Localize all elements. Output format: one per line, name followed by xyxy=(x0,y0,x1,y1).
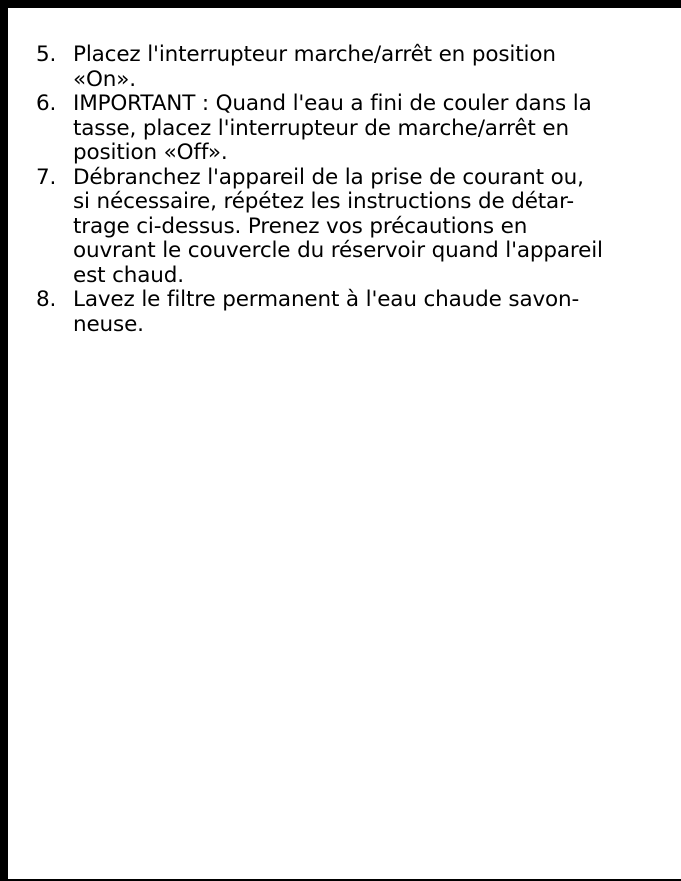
step-text-line: ouvrant le couvercle du réservoir quand l'appareil xyxy=(73,238,603,263)
step-text-line: Débranchez l'appareil de la prise de courant ou, xyxy=(73,164,584,190)
step-number: 6. xyxy=(36,91,57,116)
instruction-step-6 xyxy=(36,92,676,166)
step-text-line: trage ci-dessus. Prenez vos précautions en xyxy=(73,213,528,239)
step-number: 7. xyxy=(36,164,57,190)
instruction-step-5 xyxy=(36,43,676,92)
step-text-line: «On». xyxy=(73,66,136,92)
step-text-line: est chaud. xyxy=(73,262,184,288)
step-number: 5. xyxy=(36,42,57,67)
step-number: 8. xyxy=(36,287,57,312)
step-text-line: position «Off». xyxy=(73,140,228,165)
step-text-line: Lavez le filtre permanent à l'eau chaude savon- xyxy=(73,287,580,312)
instruction-step-7 xyxy=(36,166,676,289)
step-text-line: Placez l'interrupteur marche/arrêt en position xyxy=(73,42,556,67)
step-text-line: si nécessaire, répétez les instructions de détar- xyxy=(73,189,575,214)
instruction-list xyxy=(36,43,676,337)
step-text-line: neuse. xyxy=(73,311,144,337)
instruction-step-8 xyxy=(36,288,676,337)
step-text-line: IMPORTANT : Quand l'eau a fini de couler dans la xyxy=(73,91,592,116)
step-text-line: tasse, placez l'interrupteur de marche/arrêt en xyxy=(73,115,569,141)
